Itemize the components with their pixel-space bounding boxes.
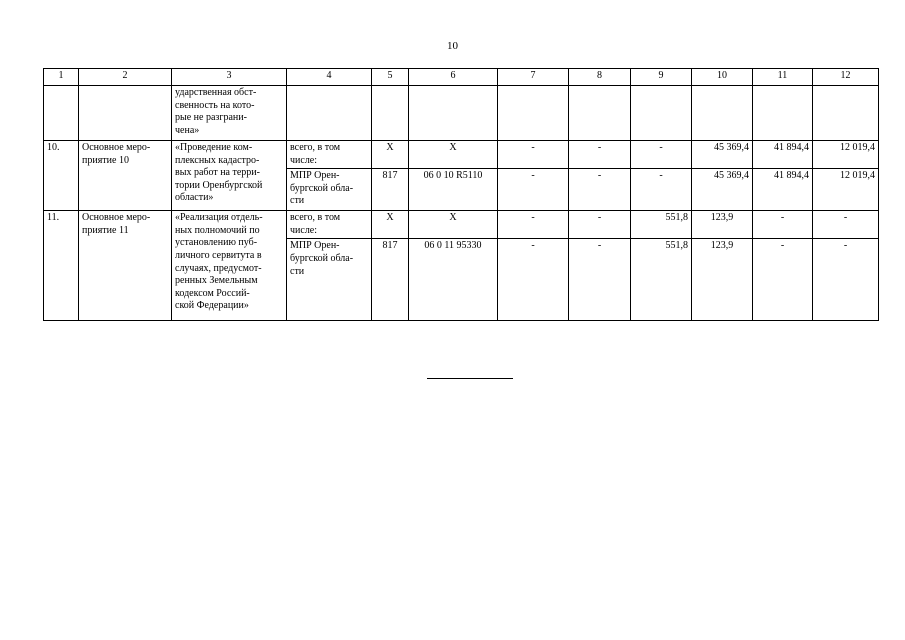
table-cell: - [569, 141, 631, 169]
table-cell: 123,9 [692, 239, 753, 321]
header-cell: 8 [569, 69, 631, 86]
executor-cell: всего, в том числе: [287, 211, 372, 239]
table-cell: 12 019,4 [813, 141, 879, 169]
table-cell: 817 [372, 169, 409, 211]
event-description: «Проведение ком- плексных кадастро- вых работ на терри- тории Оренбургской области» [172, 141, 287, 211]
table-cell: - [498, 239, 569, 321]
table-cell: - [813, 211, 879, 239]
table-cell: 817 [372, 239, 409, 321]
table-cell [287, 86, 372, 141]
continuation-row [44, 86, 879, 141]
header-cell: 11 [753, 69, 813, 86]
event-name: Основное меро- приятие 10 [79, 141, 172, 211]
table-cell [498, 86, 569, 141]
table-row [44, 141, 879, 169]
table-cell: - [753, 239, 813, 321]
table-cell: 45 369,4 [692, 141, 753, 169]
table-cell: 06 0 10 R5110 [409, 169, 498, 211]
table-cell: 06 0 11 95330 [409, 239, 498, 321]
table-row [44, 211, 879, 239]
header-cell: 9 [631, 69, 692, 86]
table-cell: 123,9 [692, 211, 753, 239]
row-number: 11. [44, 211, 79, 321]
table-cell [372, 86, 409, 141]
row-number: 10. [44, 141, 79, 211]
table-cell: - [631, 141, 692, 169]
end-of-section-rule [427, 378, 513, 379]
table-cell: 41 894,4 [753, 169, 813, 211]
table-cell: 45 369,4 [692, 169, 753, 211]
header-cell: 7 [498, 69, 569, 86]
header-row [44, 69, 879, 86]
table-cell: X [409, 211, 498, 239]
table-cell: - [569, 239, 631, 321]
header-cell: 1 [44, 69, 79, 86]
executor-cell: МПР Орен- бургской обла- сти [287, 239, 372, 321]
table-cell: ударственная обст- свенность на кото- рые не разграни- чена» [172, 86, 287, 141]
table-cell: - [569, 211, 631, 239]
table-cell: - [813, 239, 879, 321]
table-cell: - [569, 169, 631, 211]
table-cell: 551,8 [631, 211, 692, 239]
executor-cell: МПР Орен- бургской обла- сти [287, 169, 372, 211]
executor-cell: всего, в том числе: [287, 141, 372, 169]
header-cell: 4 [287, 69, 372, 86]
table-cell: - [498, 169, 569, 211]
header-cell: 5 [372, 69, 409, 86]
table-cell [631, 86, 692, 141]
table-cell: X [372, 141, 409, 169]
event-description: «Реализация отдель- ных полномочий по установлению пуб- личного сервитута в случаях, предусмот- ренных Земельным кодексом Россий- ской Федерации» [172, 211, 287, 321]
table-cell [44, 86, 79, 141]
header-cell: 2 [79, 69, 172, 86]
table-cell: - [631, 169, 692, 211]
header-cell: 10 [692, 69, 753, 86]
header-cell: 12 [813, 69, 879, 86]
table-cell: X [409, 141, 498, 169]
table-cell: X [372, 211, 409, 239]
table-cell: 551,8 [631, 239, 692, 321]
table-cell [753, 86, 813, 141]
table-cell: - [498, 211, 569, 239]
table-cell [409, 86, 498, 141]
table-cell: 12 019,4 [813, 169, 879, 211]
table-cell: - [753, 211, 813, 239]
page-number: 10 [447, 40, 458, 52]
table-cell [569, 86, 631, 141]
table-cell [813, 86, 879, 141]
budget-table [43, 68, 879, 321]
event-name: Основное меро- приятие 11 [79, 211, 172, 321]
table-cell: 41 894,4 [753, 141, 813, 169]
header-cell: 3 [172, 69, 287, 86]
table-cell [692, 86, 753, 141]
header-cell: 6 [409, 69, 498, 86]
table-cell: - [498, 141, 569, 169]
table-cell [79, 86, 172, 141]
